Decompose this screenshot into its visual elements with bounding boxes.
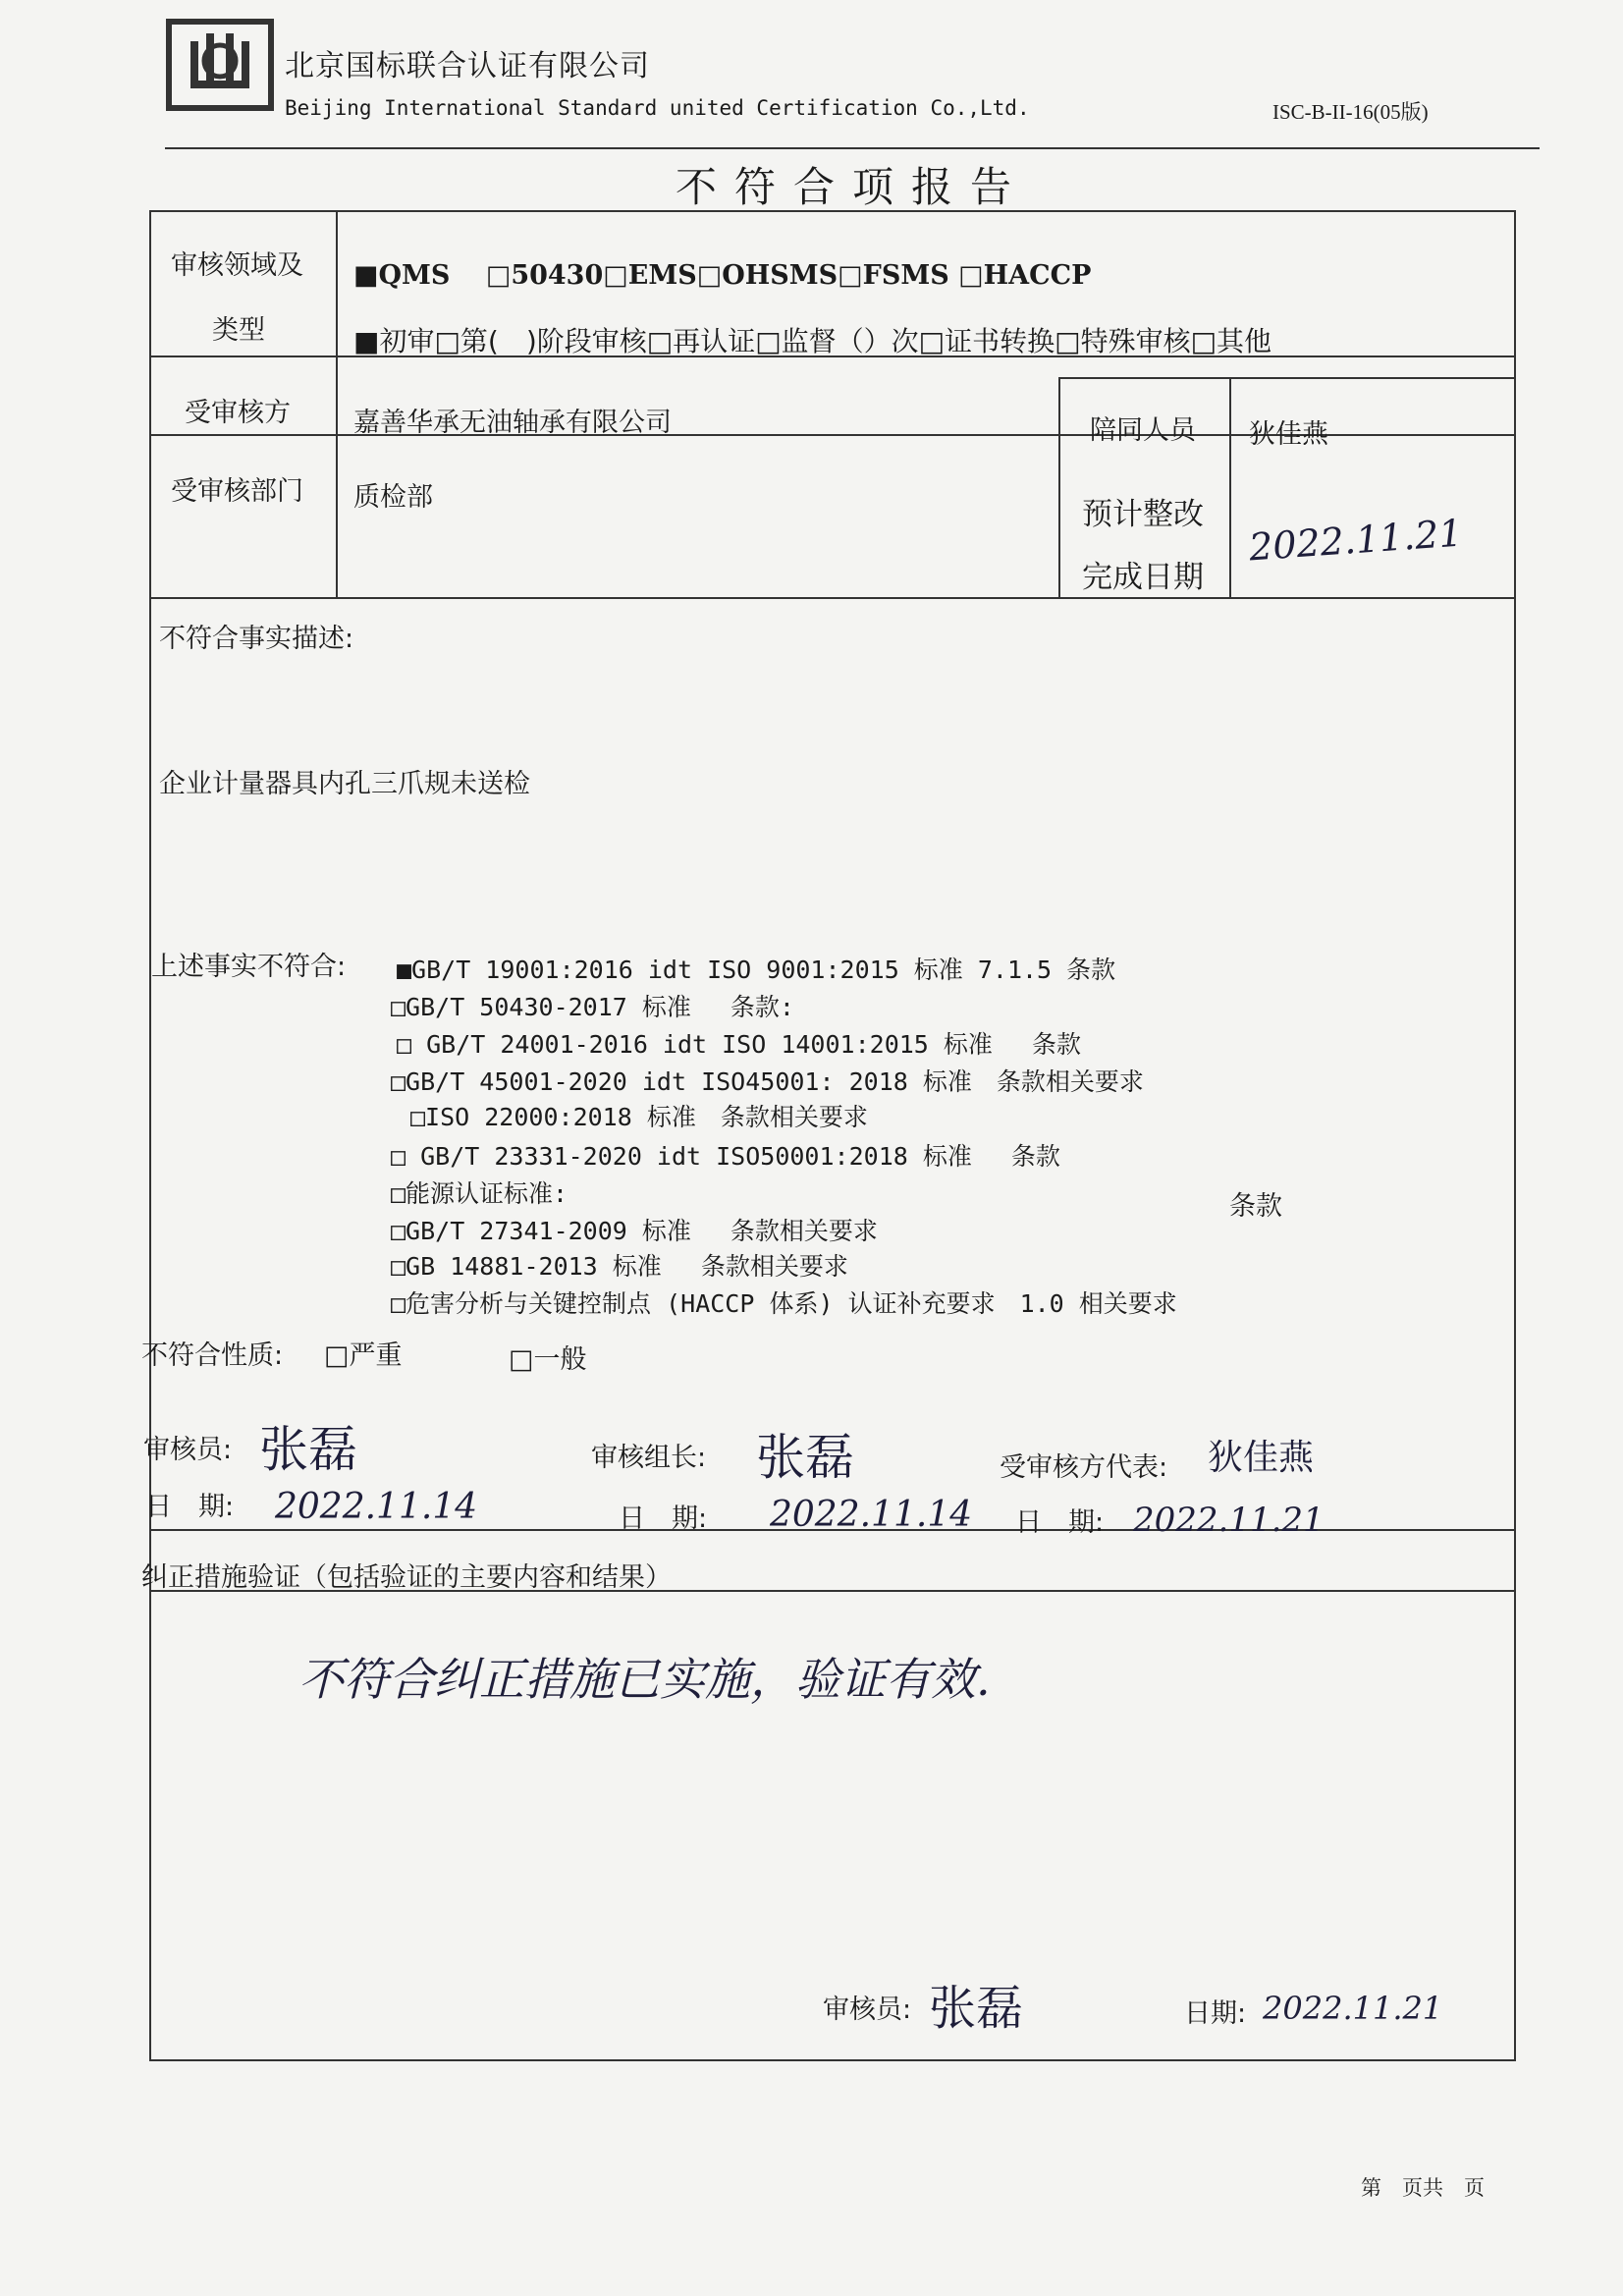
verification-content: 不符合纠正措施已实施，验证有效. [298, 1653, 991, 1706]
company-logo [165, 18, 275, 112]
verification-auditor-label: 审核员: [823, 1995, 912, 2025]
clause-item: □ GB/T 24001-2016 idt ISO 14001:2015 标准 条款 [397, 1030, 1081, 1059]
auditee-name: 嘉善华承无油轴承有限公司 [353, 408, 672, 438]
clause-item: □能源认证标准: [391, 1179, 568, 1208]
verification-date-label: 日期: [1184, 1998, 1247, 2029]
accompany-label: 陪同人员 [1090, 415, 1196, 446]
auditor-date: 2022.11.14 [275, 1487, 478, 1527]
leader-label: 审核组长: [591, 1443, 707, 1473]
column-divider [336, 212, 338, 597]
due-date-handwritten: 2022.11.21 [1247, 511, 1464, 570]
representative-signature: 狄佳燕 [1208, 1438, 1315, 1478]
clause-item: □GB 14881-2013 标准 条款相关要求 [391, 1252, 848, 1281]
auditor-signature: 张磊 [259, 1421, 357, 1478]
department-label: 受审核部门 [171, 476, 303, 507]
accompany-name: 狄佳燕 [1249, 419, 1328, 450]
representative-date-label: 日 期: [1015, 1507, 1105, 1538]
representative-date: 2022.11.21 [1133, 1501, 1325, 1540]
verification-auditor-signature: 张磊 [929, 1981, 1024, 2036]
nc-description: 企业计量器具内孔三爪规未送检 [159, 769, 530, 799]
verification-label: 纠正措施验证（包括验证的主要内容和结果） [141, 1562, 672, 1593]
clause-item: □GB/T 45001-2020 idt ISO45001: 2018 标准 条款相关要求 [391, 1067, 1144, 1096]
verification-frame [149, 1588, 1516, 2061]
column-divider [1229, 377, 1231, 599]
verification-date: 2022.11.21 [1263, 1990, 1443, 2027]
audit-types: ■初审□第( )阶段审核□再认证□监督（）次□证书转换□特殊审核□其他 [353, 325, 1272, 357]
nc-description-label: 不符合事实描述: [159, 624, 354, 654]
energy-clause: 条款 [1229, 1191, 1282, 1222]
clause-item: □GB/T 27341-2009 标准 条款相关要求 [391, 1217, 878, 1245]
audit-systems: ■QMS □50430□EMS□OHSMS□FSMS □HACCP [353, 260, 1092, 291]
clause-item: □GB/T 50430-2017 标准 条款: [391, 993, 794, 1021]
page-number: 第 页共 页 [1361, 2176, 1485, 2200]
scope-label-2: 类型 [212, 315, 265, 346]
scope-label: 审核领域及 [171, 250, 303, 281]
nature-label: 不符合性质: [141, 1340, 284, 1371]
clause-item: □ISO 22000:2018 标准 条款相关要求 [410, 1103, 868, 1131]
row-divider [1058, 377, 1514, 379]
department-name: 质检部 [353, 482, 433, 513]
nature-general-checkbox: □一般 [509, 1344, 587, 1375]
column-divider [1058, 377, 1060, 599]
clause-item: □ GB/T 23331-2020 idt ISO50001:2018 标准 条款 [391, 1142, 1060, 1171]
report-form [141, 210, 1516, 2036]
clause-item: ■GB/T 19001:2016 idt ISO 9001:2015 标准 7.1.5 条款 [397, 956, 1116, 984]
representative-label: 受审核方代表: [1000, 1452, 1168, 1483]
clause-label: 上述事实不符合: [151, 952, 347, 982]
form-code: ISC-B-II-16(05版) [1272, 100, 1429, 124]
due-label: 预计整改 [1082, 497, 1204, 532]
company-name-en: Beijing International Standard united Certification Co.,Ltd. [285, 96, 1030, 120]
clause-item: □危害分析与关键控制点 (HACCP 体系) 认证补充要求 1.0 相关要求 [391, 1289, 1177, 1318]
auditee-label: 受审核方 [185, 398, 291, 428]
document-title: 不符合项报告 [676, 163, 1030, 211]
leader-date-label: 日 期: [619, 1503, 708, 1534]
row-divider [151, 597, 1514, 599]
due-label-2: 完成日期 [1082, 560, 1204, 595]
leader-date: 2022.11.14 [770, 1495, 973, 1535]
company-name-cn: 北京国标联合认证有限公司 [285, 49, 650, 83]
leader-signature: 张磊 [756, 1429, 854, 1486]
header-divider [165, 147, 1540, 149]
nature-serious-checkbox: □严重 [324, 1340, 403, 1371]
auditor-label: 审核员: [143, 1435, 233, 1465]
auditor-date-label: 日 期: [145, 1492, 235, 1522]
